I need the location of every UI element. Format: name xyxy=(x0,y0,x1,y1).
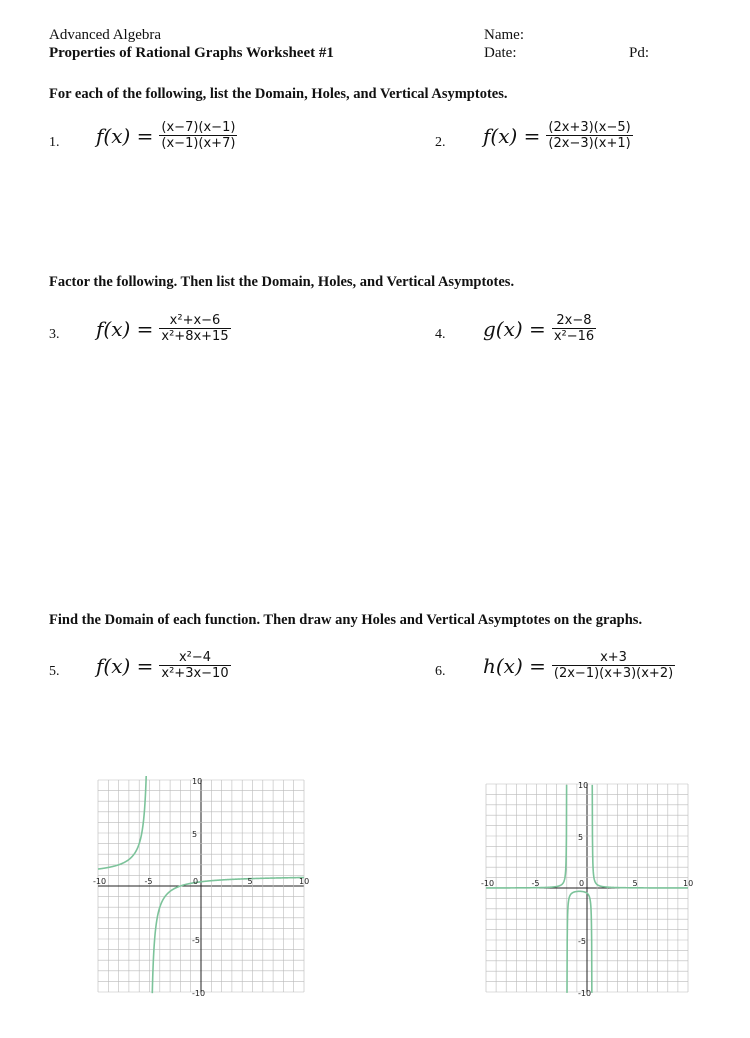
problem-1-number: 1. xyxy=(49,135,60,150)
problem-4-numerator: 2x−8 xyxy=(556,313,592,328)
problem-6-denominator: (2x−1)(x+3)(x+2) xyxy=(553,666,674,681)
problem-1-equation xyxy=(96,120,237,151)
problem-6-fraction xyxy=(552,650,675,681)
problem-5-lhs: f(x) = xyxy=(96,653,154,678)
graph-5-label-yneg10: -10 xyxy=(192,989,206,998)
graph-5-label-xneg10: -10 xyxy=(93,877,107,886)
graph-6-label-yneg5: -5 xyxy=(578,937,586,946)
name-label: Name: xyxy=(484,27,524,43)
date-label: Date: xyxy=(484,45,517,61)
problem-3-numerator: x²+x−6 xyxy=(169,313,221,328)
section-2-instruction: Factor the following. Then list the Domain, Holes, and Vertical Asymptotes. xyxy=(49,274,515,290)
course-name: Advanced Algebra xyxy=(49,27,162,43)
section-1-instruction: For each of the following, list the Domain, Holes, and Vertical Asymptotes. xyxy=(49,86,508,102)
function-curve xyxy=(592,785,688,888)
graph-5-grid xyxy=(98,780,304,992)
graph-problem-5 xyxy=(93,777,310,998)
graph-5-label-x10: 10 xyxy=(299,877,310,886)
problem-3-denominator: x²+8x+15 xyxy=(161,329,229,344)
problem-5-numerator: x²−4 xyxy=(178,650,212,665)
problem-1-denominator: (x−1)(x+7) xyxy=(161,136,236,151)
graph-5-label-y10: 10 xyxy=(192,777,203,786)
function-curve xyxy=(152,878,304,994)
problem-4-equation xyxy=(483,313,596,344)
graph-6-label-y5: 5 xyxy=(578,833,584,842)
problem-2-equation xyxy=(483,120,633,151)
problem-1-lhs: f(x) = xyxy=(96,123,154,148)
graph-6-label-yneg10: -10 xyxy=(578,989,592,998)
problem-3-equation xyxy=(96,313,231,344)
problem-4-fraction xyxy=(552,313,596,344)
problem-3-fraction xyxy=(159,313,230,344)
problem-2-fraction xyxy=(546,120,632,151)
problem-1-fraction xyxy=(159,120,237,151)
problem-4-number: 4. xyxy=(435,327,446,342)
problem-6-equation xyxy=(483,650,675,681)
graph-6-label-x10: 10 xyxy=(683,879,694,888)
graph-problem-6 xyxy=(481,781,694,998)
graph-5-label-yneg5: -5 xyxy=(192,936,200,945)
problem-6-numerator: x+3 xyxy=(600,650,627,665)
problem-5-denominator: x²+3x−10 xyxy=(161,666,229,681)
problem-4-lhs: g(x) = xyxy=(483,316,546,341)
problem-4-denominator: x²−16 xyxy=(553,329,595,344)
graph-5-label-zero: 0 xyxy=(193,877,199,886)
period-label: Pd: xyxy=(629,45,650,61)
graph-6-label-x5: 5 xyxy=(632,879,638,888)
problem-2-numerator: (2x+3)(x−5) xyxy=(548,120,631,135)
graph-5-label-y5: 5 xyxy=(192,830,198,839)
graph-6-label-xneg5: -5 xyxy=(531,879,540,888)
problem-3-number: 3. xyxy=(49,327,60,342)
problem-6-lhs: h(x) = xyxy=(483,653,546,678)
problem-1-numerator: (x−7)(x−1) xyxy=(161,120,236,135)
section-3-instruction: Find the Domain of each function. Then draw any Holes and Vertical Asymptotes on the graphs. xyxy=(49,612,643,628)
graph-6-label-xneg10: -10 xyxy=(481,879,495,888)
graph-5-label-xneg5: -5 xyxy=(144,877,153,886)
worksheet-title: Properties of Rational Graphs Worksheet #1 xyxy=(49,45,334,61)
problem-5-fraction xyxy=(159,650,230,681)
problem-2-denominator: (2x−3)(x+1) xyxy=(548,136,631,151)
graph-6-label-y10: 10 xyxy=(578,781,589,790)
problem-5-number: 5. xyxy=(49,664,60,679)
problem-2-number: 2. xyxy=(435,135,446,150)
problem-2-lhs: f(x) = xyxy=(483,123,541,148)
graph-5-label-x5: 5 xyxy=(247,877,253,886)
problem-6-number: 6. xyxy=(435,664,446,679)
problem-5-equation xyxy=(96,650,231,681)
problem-3-lhs: f(x) = xyxy=(96,316,154,341)
graph-6-label-zero: 0 xyxy=(579,879,585,888)
